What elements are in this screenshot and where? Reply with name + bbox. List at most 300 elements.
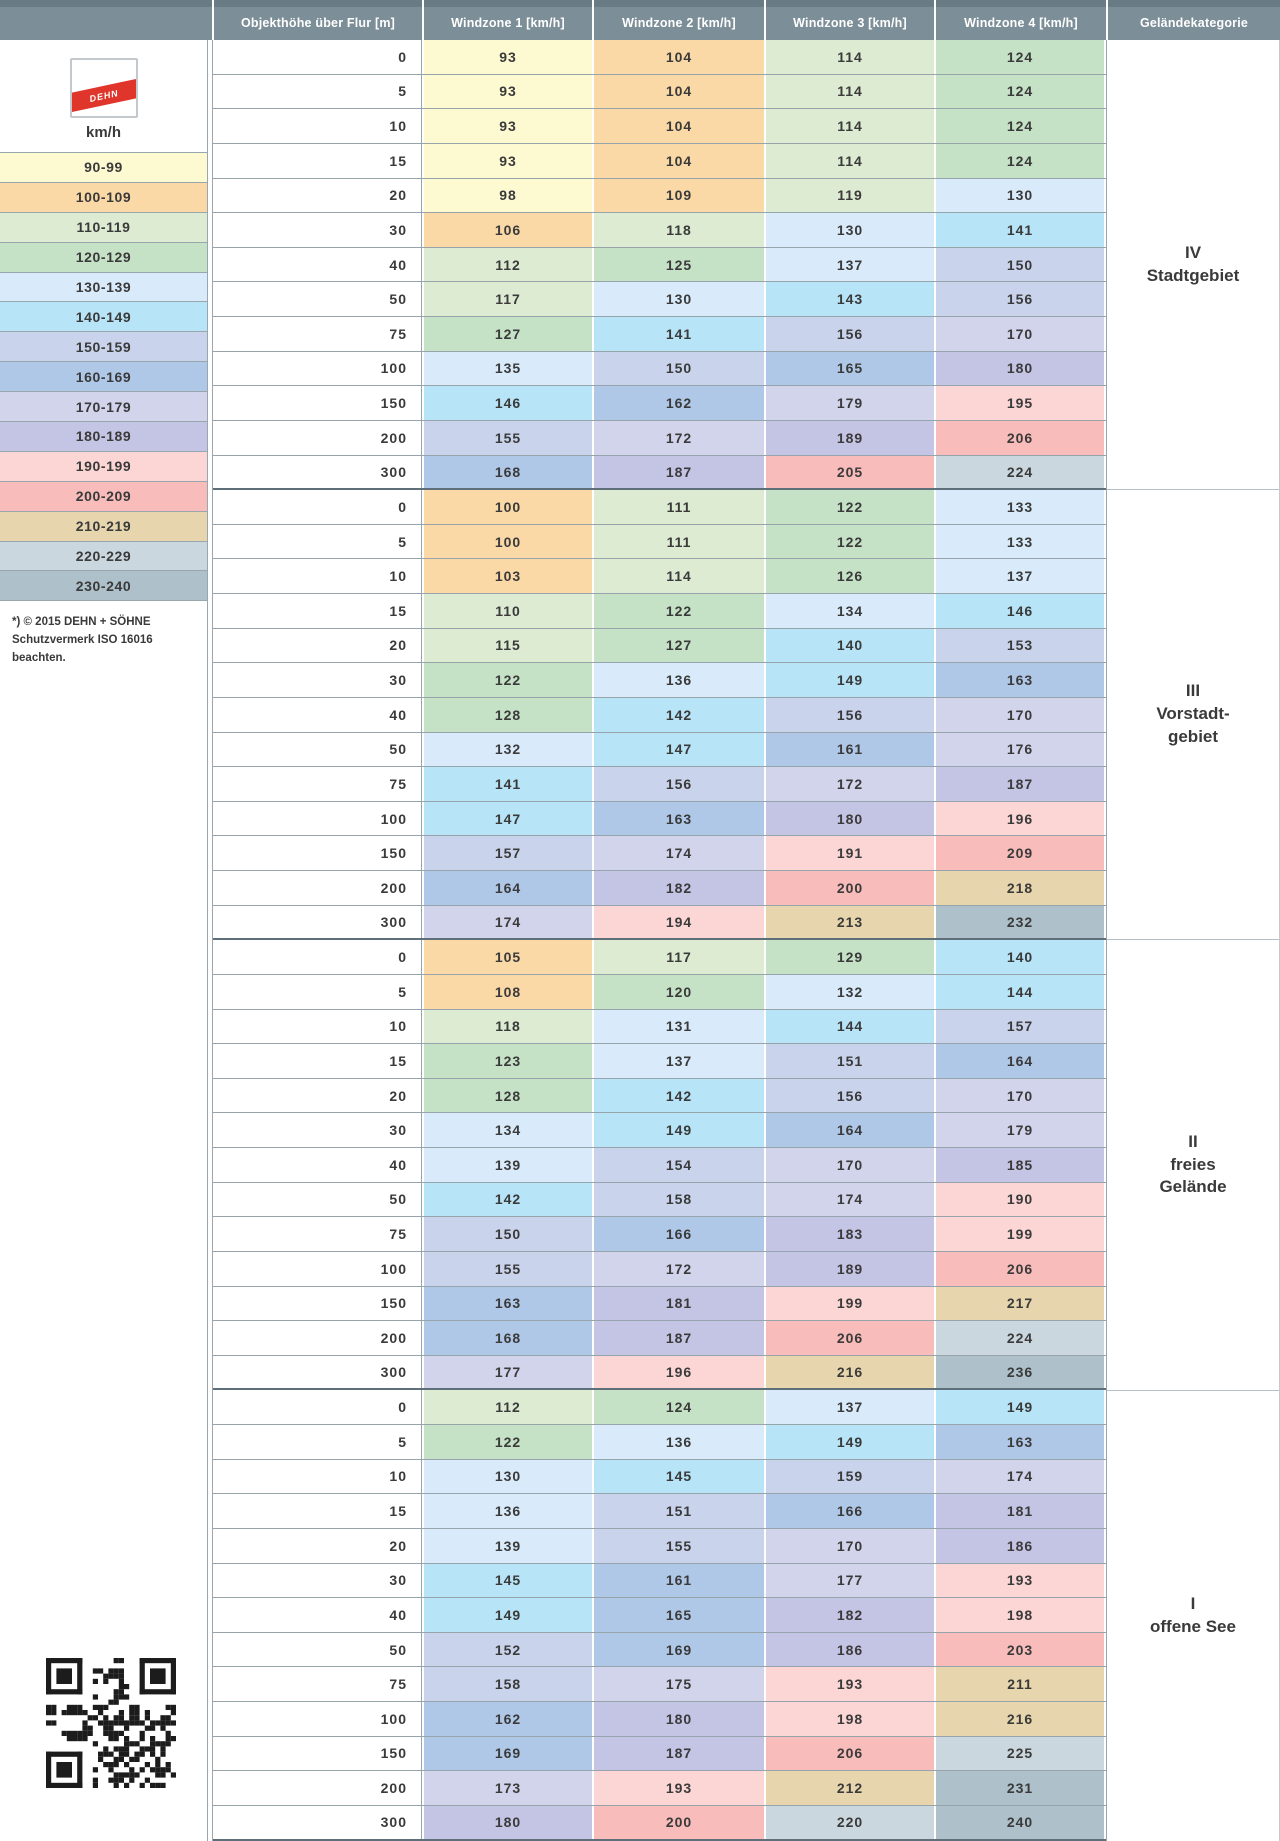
height-cell: 0 [213, 940, 422, 974]
height-cell: 40 [213, 1598, 422, 1632]
windzone-4-cell: 199 [934, 1217, 1106, 1251]
table-row [213, 421, 1106, 456]
table-header [0, 0, 1280, 40]
terrain-category-label [1107, 1391, 1279, 1841]
windzone-4-cell: 180 [934, 352, 1106, 386]
windzone-2-cell: 151 [592, 1494, 764, 1528]
table-row [213, 1737, 1106, 1772]
height-cell: 40 [213, 698, 422, 732]
windzone-4-cell: 124 [934, 40, 1106, 74]
windzone-1-cell: 158 [422, 1667, 592, 1701]
windzone-1-cell: 177 [422, 1356, 592, 1389]
height-cell: 75 [213, 1217, 422, 1251]
height-cell: 15 [213, 1044, 422, 1078]
height-cell: 300 [213, 1806, 422, 1839]
height-cell: 10 [213, 1010, 422, 1044]
table-row [213, 975, 1106, 1010]
windzone-2-cell: 141 [592, 317, 764, 351]
table-row [213, 75, 1106, 110]
table-row [213, 1252, 1106, 1287]
windzone-2-cell: 142 [592, 1079, 764, 1113]
windzone-2-cell: 181 [592, 1287, 764, 1321]
windzone-4-cell: 170 [934, 1079, 1106, 1113]
height-cell: 50 [213, 733, 422, 767]
table-row [213, 1113, 1106, 1148]
windzone-4-cell: 224 [934, 1321, 1106, 1355]
windzone-3-cell: 119 [764, 179, 934, 213]
windzone-2-cell: 174 [592, 836, 764, 870]
windzone-2-cell: 165 [592, 1598, 764, 1632]
windzone-3-cell: 140 [764, 629, 934, 663]
windzone-3-cell: 137 [764, 1390, 934, 1424]
windzone-1-cell: 141 [422, 767, 592, 801]
windzone-4-cell: 150 [934, 248, 1106, 282]
windzone-3-cell: 199 [764, 1287, 934, 1321]
table-row [213, 456, 1106, 491]
copyright-note [12, 614, 200, 667]
windzone-2-cell: 187 [592, 1321, 764, 1355]
windzone-1-cell: 128 [422, 1079, 592, 1113]
windzone-1-cell: 98 [422, 179, 592, 213]
windzone-2-cell: 172 [592, 1252, 764, 1286]
height-cell: 0 [213, 1390, 422, 1424]
windzone-3-cell: 130 [764, 213, 934, 247]
table-row [213, 836, 1106, 871]
windzone-3-cell: 198 [764, 1702, 934, 1736]
table-row [213, 248, 1106, 283]
windzone-4-cell: 156 [934, 282, 1106, 316]
windzone-1-cell: 135 [422, 352, 592, 386]
windzone-1-cell: 150 [422, 1217, 592, 1251]
windzone-4-cell: 232 [934, 906, 1106, 939]
windzone-1-cell: 122 [422, 663, 592, 697]
header-corner-cell [0, 0, 212, 40]
table-row [213, 802, 1106, 837]
windzone-4-cell: 163 [934, 663, 1106, 697]
height-cell: 150 [213, 1737, 422, 1771]
windzone-3-cell: 132 [764, 975, 934, 1009]
windzone-1-cell: 123 [422, 1044, 592, 1078]
height-cell: 40 [213, 1148, 422, 1182]
table-row [213, 213, 1106, 248]
windzone-4-cell: 240 [934, 1806, 1106, 1839]
header-windzone-1: Windzone 1 [km/h] [422, 0, 592, 40]
height-cell: 200 [213, 1321, 422, 1355]
windzone-3-cell: 189 [764, 1252, 934, 1286]
windzone-3-cell: 151 [764, 1044, 934, 1078]
windzone-3-cell: 179 [764, 386, 934, 420]
windzone-1-cell: 118 [422, 1010, 592, 1044]
windzone-3-cell: 170 [764, 1148, 934, 1182]
windzone-2-cell: 147 [592, 733, 764, 767]
height-cell: 75 [213, 1667, 422, 1701]
windzone-4-cell: 195 [934, 386, 1106, 420]
table-row [213, 594, 1106, 629]
height-cell: 100 [213, 352, 422, 386]
windzone-3-cell: 174 [764, 1183, 934, 1217]
windzone-4-cell: 206 [934, 421, 1106, 455]
windzone-4-cell: 146 [934, 594, 1106, 628]
windzone-4-cell: 224 [934, 456, 1106, 489]
windzone-2-cell: 150 [592, 352, 764, 386]
windzone-4-cell: 130 [934, 179, 1106, 213]
windzone-2-cell: 127 [592, 629, 764, 663]
table-row [213, 1494, 1106, 1529]
header-windzone-2: Windzone 2 [km/h] [592, 0, 764, 40]
windzone-2-cell: 131 [592, 1010, 764, 1044]
windzone-1-cell: 130 [422, 1460, 592, 1494]
legend-sidebar [0, 40, 208, 1841]
terrain-category-line: gebiet [1167, 727, 1219, 747]
windzone-3-cell: 191 [764, 836, 934, 870]
table-row [213, 1390, 1106, 1425]
windzone-1-cell: 128 [422, 698, 592, 732]
windzone-4-cell: 218 [934, 871, 1106, 905]
header-terrain-category: Geländekategorie [1106, 0, 1280, 40]
windzone-2-cell: 169 [592, 1633, 764, 1667]
windzone-1-cell: 157 [422, 836, 592, 870]
terrain-category-column [1106, 40, 1280, 1841]
windzone-2-cell: 104 [592, 40, 764, 74]
height-cell: 30 [213, 1113, 422, 1147]
legend-band: 120-129 [0, 243, 207, 273]
windzone-1-cell: 93 [422, 40, 592, 74]
table-row [213, 490, 1106, 525]
legend-band: 160-169 [0, 362, 207, 392]
height-cell: 150 [213, 1287, 422, 1321]
windzone-3-cell: 205 [764, 456, 934, 489]
windzone-2-cell: 111 [592, 490, 764, 524]
table-row [213, 282, 1106, 317]
qr-code [46, 1658, 176, 1788]
windzone-1-cell: 115 [422, 629, 592, 663]
windzone-4-cell: 206 [934, 1252, 1106, 1286]
table-row [213, 1460, 1106, 1495]
windzone-1-cell: 149 [422, 1598, 592, 1632]
height-cell: 300 [213, 456, 422, 489]
windzone-4-cell: 124 [934, 75, 1106, 109]
table-row [213, 1425, 1106, 1460]
windzone-1-cell: 105 [422, 940, 592, 974]
windzone-3-cell: 177 [764, 1564, 934, 1598]
table-row [213, 1702, 1106, 1737]
table-row [213, 733, 1106, 768]
windzone-1-cell: 100 [422, 490, 592, 524]
height-cell: 75 [213, 317, 422, 351]
windzone-3-cell: 164 [764, 1113, 934, 1147]
height-cell: 50 [213, 1183, 422, 1217]
windzone-3-cell: 144 [764, 1010, 934, 1044]
copyright-line: beachten. [12, 651, 66, 664]
terrain-category-label [1107, 40, 1279, 490]
windzone-1-cell: 122 [422, 1425, 592, 1459]
table-row [213, 1598, 1106, 1633]
height-cell: 5 [213, 975, 422, 1009]
table-row [213, 1667, 1106, 1702]
windzone-3-cell: 122 [764, 525, 934, 559]
height-cell: 30 [213, 213, 422, 247]
windzone-1-cell: 173 [422, 1771, 592, 1805]
dehn-logo [70, 58, 138, 118]
windzone-2-cell: 137 [592, 1044, 764, 1078]
windzone-1-cell: 145 [422, 1564, 592, 1598]
header-windzone-3: Windzone 3 [km/h] [764, 0, 934, 40]
windzone-1-cell: 163 [422, 1287, 592, 1321]
windzone-1-cell: 117 [422, 282, 592, 316]
windzone-4-cell: 124 [934, 144, 1106, 178]
legend-band: 190-199 [0, 452, 207, 482]
windzone-1-cell: 152 [422, 1633, 592, 1667]
windzone-3-cell: 114 [764, 109, 934, 143]
height-cell: 10 [213, 1460, 422, 1494]
table-row [213, 629, 1106, 664]
windzone-2-cell: 104 [592, 109, 764, 143]
windzone-4-cell: 196 [934, 802, 1106, 836]
windzone-2-cell: 114 [592, 559, 764, 593]
windzone-4-cell: 203 [934, 1633, 1106, 1667]
legend-band: 110-119 [0, 213, 207, 243]
table-row [213, 1564, 1106, 1599]
windzone-2-cell: 109 [592, 179, 764, 213]
height-cell: 20 [213, 1529, 422, 1563]
windzone-4-cell: 133 [934, 490, 1106, 524]
data-rows [212, 40, 1106, 1841]
windzone-4-cell: 209 [934, 836, 1106, 870]
windzone-2-cell: 166 [592, 1217, 764, 1251]
windzone-1-cell: 93 [422, 109, 592, 143]
windzone-1-cell: 103 [422, 559, 592, 593]
table-row [213, 663, 1106, 698]
windzone-4-cell: 190 [934, 1183, 1106, 1217]
windzone-3-cell: 149 [764, 663, 934, 697]
windzone-2-cell: 111 [592, 525, 764, 559]
windzone-1-cell: 155 [422, 421, 592, 455]
windzone-1-cell: 180 [422, 1806, 592, 1839]
legend-band: 200-209 [0, 482, 207, 512]
windzone-2-cell: 193 [592, 1771, 764, 1805]
legend-band: 220-229 [0, 542, 207, 572]
windzone-3-cell: 180 [764, 802, 934, 836]
copyright-line: Schutzvermerk ISO 16016 [12, 633, 153, 646]
windzone-3-cell: 156 [764, 1079, 934, 1113]
windzone-2-cell: 117 [592, 940, 764, 974]
height-cell: 30 [213, 1564, 422, 1598]
windzone-1-cell: 127 [422, 317, 592, 351]
table-row [213, 1010, 1106, 1045]
windzone-4-cell: 193 [934, 1564, 1106, 1598]
legend-unit-label: km/h [85, 124, 121, 141]
windzone-1-cell: 139 [422, 1529, 592, 1563]
windzone-1-cell: 110 [422, 594, 592, 628]
windzone-2-cell: 182 [592, 871, 764, 905]
header-object-height: Objekthöhe über Flur [m] [212, 0, 422, 40]
table-row [213, 1148, 1106, 1183]
windzone-2-cell: 104 [592, 75, 764, 109]
windzone-4-cell: 236 [934, 1356, 1106, 1389]
legend-band: 130-139 [0, 273, 207, 303]
table-content [0, 40, 1280, 1841]
windzone-2-cell: 194 [592, 906, 764, 939]
windzone-1-cell: 162 [422, 1702, 592, 1736]
table-row [213, 386, 1106, 421]
windzone-2-cell: 125 [592, 248, 764, 282]
height-cell: 5 [213, 525, 422, 559]
height-cell: 0 [213, 40, 422, 74]
height-cell: 20 [213, 179, 422, 213]
windzone-1-cell: 168 [422, 456, 592, 489]
windzone-2-cell: 124 [592, 1390, 764, 1424]
table-row [213, 1806, 1106, 1841]
dehn-logo-band [70, 78, 138, 113]
height-cell: 200 [213, 871, 422, 905]
windzone-3-cell: 126 [764, 559, 934, 593]
height-cell: 100 [213, 802, 422, 836]
table-row [213, 317, 1106, 352]
windzone-4-cell: 186 [934, 1529, 1106, 1563]
windzone-2-cell: 145 [592, 1460, 764, 1494]
windzone-3-cell: 156 [764, 317, 934, 351]
terrain-category-label [1107, 490, 1279, 940]
height-cell: 10 [213, 559, 422, 593]
windzone-1-cell: 169 [422, 1737, 592, 1771]
header-windzone-4: Windzone 4 [km/h] [934, 0, 1106, 40]
windzone-4-cell: 149 [934, 1390, 1106, 1424]
height-cell: 100 [213, 1702, 422, 1736]
windzone-3-cell: 114 [764, 40, 934, 74]
windzone-2-cell: 154 [592, 1148, 764, 1182]
windzone-3-cell: 166 [764, 1494, 934, 1528]
height-cell: 5 [213, 1425, 422, 1459]
height-cell: 200 [213, 421, 422, 455]
height-cell: 30 [213, 663, 422, 697]
windzone-4-cell: 133 [934, 525, 1106, 559]
windzone-2-cell: 172 [592, 421, 764, 455]
windzone-1-cell: 106 [422, 213, 592, 247]
table-row [213, 1771, 1106, 1806]
height-cell: 20 [213, 1079, 422, 1113]
table-row [213, 1529, 1106, 1564]
windzone-2-cell: 130 [592, 282, 764, 316]
height-cell: 15 [213, 1494, 422, 1528]
windzone-4-cell: 124 [934, 109, 1106, 143]
table-row [213, 698, 1106, 733]
table-row [213, 1044, 1106, 1079]
windzone-3-cell: 200 [764, 871, 934, 905]
windzone-2-cell: 136 [592, 663, 764, 697]
terrain-category-line: IV [1184, 242, 1202, 262]
table-row [213, 1287, 1106, 1322]
windzone-2-cell: 156 [592, 767, 764, 801]
windzone-1-cell: 164 [422, 871, 592, 905]
terrain-category-line: offene See [1150, 1616, 1236, 1636]
windzone-1-cell: 136 [422, 1494, 592, 1528]
table-row [213, 1321, 1106, 1356]
table-row [213, 179, 1106, 214]
table-row [213, 906, 1106, 941]
windzone-4-cell: 163 [934, 1425, 1106, 1459]
terrain-category-line: II [1188, 1131, 1198, 1151]
windzone-3-cell: 114 [764, 75, 934, 109]
windzone-4-cell: 225 [934, 1737, 1106, 1771]
windzone-1-cell: 168 [422, 1321, 592, 1355]
windzone-2-cell: 158 [592, 1183, 764, 1217]
table-row [213, 871, 1106, 906]
windzone-1-cell: 146 [422, 386, 592, 420]
windzone-4-cell: 174 [934, 1460, 1106, 1494]
legend-band: 210-219 [0, 512, 207, 542]
windzone-2-cell: 120 [592, 975, 764, 1009]
windzone-3-cell: 137 [764, 248, 934, 282]
windzone-2-cell: 122 [592, 594, 764, 628]
windzone-4-cell: 179 [934, 1113, 1106, 1147]
height-cell: 10 [213, 109, 422, 143]
table-row [213, 144, 1106, 179]
windzone-3-cell: 159 [764, 1460, 934, 1494]
windzone-4-cell: 231 [934, 1771, 1106, 1805]
windzone-1-cell: 93 [422, 75, 592, 109]
windzone-2-cell: 163 [592, 802, 764, 836]
terrain-category-line: Stadtgebiet [1146, 265, 1240, 285]
windzone-2-cell: 196 [592, 1356, 764, 1389]
windzone-4-cell: 211 [934, 1667, 1106, 1701]
windzone-2-cell: 118 [592, 213, 764, 247]
windzone-1-cell: 93 [422, 144, 592, 178]
windzone-3-cell: 156 [764, 698, 934, 732]
copyright-line: *) © 2015 DEHN + SÖHNE [12, 616, 151, 628]
height-cell: 40 [213, 248, 422, 282]
windzone-2-cell: 155 [592, 1529, 764, 1563]
terrain-category-line: I [1190, 1593, 1196, 1613]
height-cell: 0 [213, 490, 422, 524]
windzone-3-cell: 220 [764, 1806, 934, 1839]
windzone-4-cell: 187 [934, 767, 1106, 801]
windzone-1-cell: 147 [422, 802, 592, 836]
windzone-1-cell: 174 [422, 906, 592, 939]
table-row [213, 559, 1106, 594]
windzone-2-cell: 187 [592, 456, 764, 489]
windzone-4-cell: 198 [934, 1598, 1106, 1632]
windzone-4-cell: 153 [934, 629, 1106, 663]
height-cell: 300 [213, 906, 422, 939]
height-cell: 15 [213, 594, 422, 628]
windzone-1-cell: 112 [422, 1390, 592, 1424]
height-cell: 50 [213, 1633, 422, 1667]
height-cell: 300 [213, 1356, 422, 1389]
windzone-3-cell: 143 [764, 282, 934, 316]
legend-band: 140-149 [0, 302, 207, 332]
windzone-2-cell: 142 [592, 698, 764, 732]
windzone-3-cell: 165 [764, 352, 934, 386]
windzone-2-cell: 149 [592, 1113, 764, 1147]
table-row [213, 767, 1106, 802]
windzone-3-cell: 186 [764, 1633, 934, 1667]
windzone-2-cell: 162 [592, 386, 764, 420]
table-row [213, 1183, 1106, 1218]
windzone-3-cell: 213 [764, 906, 934, 939]
windzone-3-cell: 182 [764, 1598, 934, 1632]
windzone-3-cell: 161 [764, 733, 934, 767]
windzone-4-cell: 170 [934, 317, 1106, 351]
height-cell: 20 [213, 629, 422, 663]
table-row [213, 1079, 1106, 1114]
windzone-2-cell: 200 [592, 1806, 764, 1839]
terrain-category-line: freies [1170, 1154, 1216, 1174]
windzone-4-cell: 137 [934, 559, 1106, 593]
windzone-3-cell: 134 [764, 594, 934, 628]
windzone-1-cell: 142 [422, 1183, 592, 1217]
windzone-3-cell: 129 [764, 940, 934, 974]
windzone-2-cell: 187 [592, 1737, 764, 1771]
